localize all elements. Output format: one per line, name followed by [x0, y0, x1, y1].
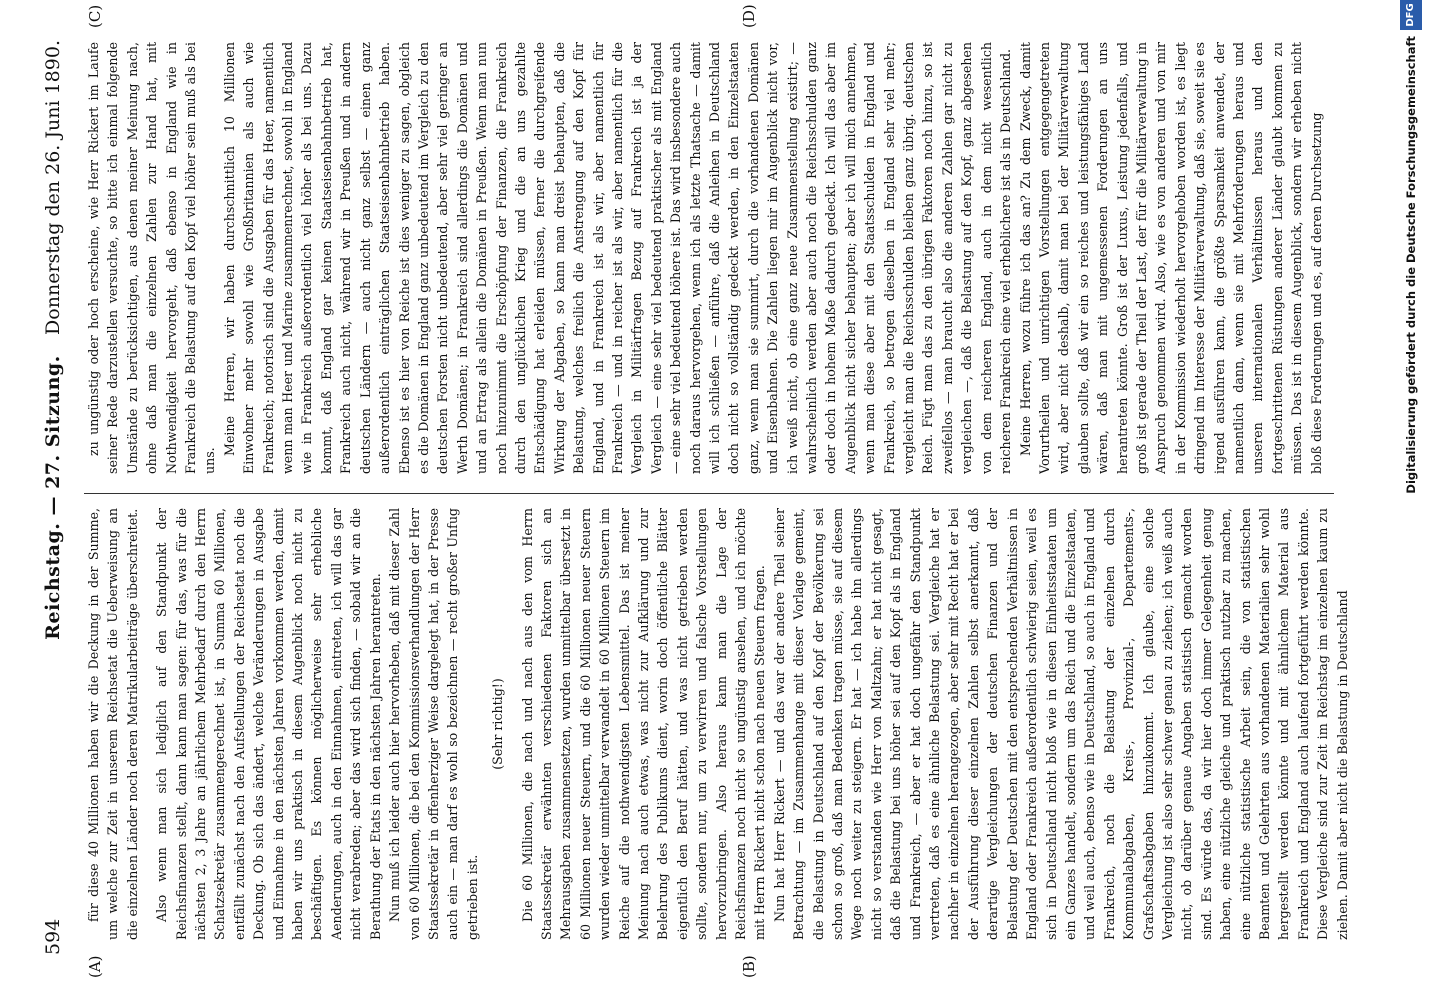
- running-title: Reichstag. — 27. Sitzung.: [42, 355, 64, 640]
- paragraph: Also wenn man sich lediglich auf den Standpunkt der Reichsfinanzen stellt, dann kann man sagen: für das, was für die nächsten 2, 3 Jahre an jährlichem Mehrbedarf durch den Herrn Schatzsekretär zusammengerechnet ist, in Summa 60 Millionen, entfällt zunächst nach den Aufstellungen der Reichsetat noch die Deckung. Ob sich das ändert, welche Veränderungen in Ausgabe und Einnahme in den nächsten Jahren vorkommen werden, damit haben wir uns praktisch in diesem Augenblick noch nicht zu beschäftigen. Es können möglicherweise sehr erhebliche Aenderungen, auch in den Einnahmen, eintreten, ich will das gar nicht verabreden; aber das wird sich finden, — sobald wir an die Berathung der Etats in den nächsten Jahren herantreten.: [154, 508, 383, 940]
- dfg-logo: DFG: [1400, 0, 1422, 30]
- interjection: (Sehr richtig!): [490, 678, 506, 770]
- paragraph: zu ungünstig oder hoch erscheine, wie Herr Rickert im Laufe seiner Rede darzustellen versuchte, so bitte ich einmal folgende Umstände zu berücksichtigen, aus denen meiner Meinung nach, ohne daß man die einzelnen Zahlen zur Hand hat, mit Nothwendigkeit hervorgeht, daß ebenso in England wie in Frankreich die Belastung auf den Kopf viel höher sein muß als bei uns.: [86, 42, 218, 474]
- paragraph: Nun hat Herr Rickert — und das war der andere Theil seiner Betrachtung — im Zusammenhange mit dieser Vorlage gemeint, die Belastung in Deutschland auf den Kopf der Bevölkerung sei schon so groß, daß man Bedenken tragen müsse, sie auf diesem Wege noch weiter zu steigern. Er hat — ich habe ihn allerdings nicht so verstanden wie Herr von Maltzahn; er hat nicht gesagt, daß die Belastung bei uns höher sei auf den Kopf als in England und Frankreich, — aber er hat doch ungefähr den Standpunkt vertreten, daß es eine ähnliche Belastung sei. Vergleiche hat er nachher in einzelnen herangezogen, aber sehr mit Recht hat er bei der Ausführung dieser einzelnen Zahlen selbst anerkannt, daß derartige Vergleichungen der deutschen Finanzen und der Belastung der Deutschen mit den entsprechenden Verhältnissen in England oder Frankreich außerordentlich schwierig seien, weil es sich in Deutschland nicht bloß wie in diesen Einheitsstaaten um ein Ganzes handelt, sondern um das Reich und die Einzelstaaten, und weil auch, ebenso wie in Deutschland, so auch in England und Frankreich, noch die Belastung der einzelnen durch Kommunalabgaben, Kreis-, Provinzial-, Departements-, Grafschaftsabgaben hinzukommt. Ich glaube, eine solche Vergleichung ist also sehr schwer genau zu ziehen; ich weiß auch nicht, ob darüber genaue Angaben statistisch gemacht worden sind. Es würde das, da wir hier doch immer Gelegenheit genug haben, eine nützliche gleiche und praktisch nutzbar zu machen, eine nützliche statistische Arbeit sein, die von statistischen Beamten und Gelehrten aus vorhandenen Materialien sehr wohl hergestellt werden könnte und mit ähnlichem Material aus Frankreich und England auch laufend fortgeführt werden könnte. Diese Vergleiche sind zur Zeit im Reichstag im einzelnen kaum zu ziehen. Damit aber nicht die Belastung in Deutschland: [771, 508, 1350, 940]
- session-date: Donnerstag den 26. Juni 1890.: [42, 40, 64, 335]
- right-column: [84, 42, 1374, 474]
- margin-marker-c: (C): [86, 4, 104, 28]
- left-column: [84, 508, 1374, 940]
- paragraph: Meine Herren, wozu führe ich das an? Zu dem Zweck, damit Vorurtheilen und unrichtigen Vorstellungen entgegengetreten wird, aber nicht deshalb, damit man bei der Militärverwaltung glauben sollte, daß wir ein so reiches und leistungsfähiges Land wären, daß man mit ungemessenen Forderungen an uns herantreten könnte. Groß ist der Luxus, Leistung jedenfalls, und groß ist gerade der Theil der Last, der für die Militärverwaltung in Anspruch genommen wird. Also, wie es von anderen und von mir in der Kommission wiederholt hervorgehoben worden ist, es liegt dringend im Interesse der Militärverwaltung, daß sie, soweit sie es irgend ausführen kann, die größte Sparsamkeit anwendet, der namentlich dann, wenn sie mit Mehrforderungen heraus und unseren internationalen Verhältnissen heraus und den fortgeschrittenen Rüstungen anderer Länder glaubt kommen zu müssen. Das ist in diesem Augenblick, sondern wir erheben nicht bloß diese Forderungen und es, auf deren Durchsetzung: [1017, 42, 1324, 474]
- paragraph: für diese 40 Millionen haben wir die Deckung in der Summe, um welche zur Zeit in unserem Reichsetat die Ueberweisung an die einzelnen Länder noch deren Matrikularbeiträge überschreitet.: [86, 508, 140, 940]
- margin-marker-b: (B): [740, 955, 758, 978]
- page-number: 594: [42, 918, 64, 955]
- column-divider: [84, 493, 1334, 494]
- paragraph: Nun muß ich leider auch hier hervorheben, daß mit dieser Zahl von 60 Millionen, die bei den Kommissionsverhandlungen der Herr Staatssekretär in offenherziger Weise dargelegt hat, in der Presse auch ein — man darf es wohl so bezeichnen — recht großer Unfug getrieben ist.: [387, 508, 480, 940]
- margin-marker-a: (A): [86, 955, 104, 978]
- digitization-credit: Digitalisierung gefördert durch die Deutsche Forschungsgemeinschaft: [1404, 36, 1418, 494]
- page-header: [42, 40, 68, 955]
- paragraph: Meine Herren, wir haben durchschnittlich 10 Millionen Einwohner mehr sowohl wie Großbritannien als auch wie Frankreich; notorisch sind die Ausgaben für das Heer, namentlich wenn man Heer und Marine zusammenrechnet, sowohl in England wie in Frankreich außerordentlich viel höher als bei uns. Dazu kommt, daß England gar keinen Staatseisenbahnbetrieb hat, Frankreich auch nicht, während wir in Preußen und in andern deutschen Ländern — auch nicht ganz selbst — einen ganz außerordentlich einträglichen Staatseisenbahnbetrieb haben. Ebenso ist es hier von Reiche ist dies weniger zu sagen, obgleich es die Domänen in England ganz unbedeutend im Vergleich zu den deutschen Forsten nicht unbedeutend, aber sehr viel geringer an Werth Domänen; in Frankreich sind allerdings die Domänen und und an Ertrag als allein die Domänen in Preußen. Wenn man nun noch hinzunimmt die Erschöpfung der Finanzen, die Frankreich durch den unglücklichen Krieg und die an uns gezahlte Entschädigung hat erleiden müssen, ferner die durchgreifende Wirkung der Abgaben, so kann man dreist behaupten, daß die Belastung, welches freilich die Anstrengung auf den Kopf für England, und in Frankreich ist als wir, aber namentlich für Frankreich — und in reicher ist als wir, aber namentlich für die Vergleich in Militärfragen Bezug auf Frankreich ist ja der Vergleich — eine sehr viel bedeutend praktischer als mit England — eine sehr viel bedeutend höhere ist. Das wird insbesondere auch noch daraus hervorgehen, wenn ich als letzte Thatsache — damit will ich schließen — anführe, daß die Anleihen in Deutschland doch nicht so vollständig gedeckt werden, in den Einzelstaaten ganz, wenn man sie summirt, durch die vorhandenen Domänen und Eisenbahnen. Die Zahlen liegen mir im Augenblick nicht vor, ich weiß nicht, ob eine ganz neue Zusammenstellung existirt; — wahrscheinlich werden aber auch noch die Reichsschulden ganz oder doch in hohem Maße dadurch gedeckt. Ich will das aber im Augenblick nicht sicher behaupten; aber ich will mich annehmen, wenn man diese aber mit den Staatsschulden in England und Frankreich, so betrogen dieselben in England sehr viel mehr; vergleicht man die Reichsschulden bleiben ganz übrig. deutschen Reich. Fügt man das zu den übrigen Faktoren noch hinzu, so ist zweifellos — man braucht also die anderen Zahlen gar nicht zu vergleichen —, daß die Belastung auf den Kopf, ganz abgesehen von dem reicheren England, auch in dem nicht wesentlich reicheren Frankreich eine viel erheblichere ist als in Deutschland.: [221, 42, 1014, 474]
- margin-marker-d: (D): [740, 4, 758, 28]
- paragraph: Die 60 Millionen, die nach und nach aus den vom Herrn Staatssekretär erwähnten verschiedenen Faktoren sich an Mehrausgaben zusammensetzen, wurden unmittelbar übersetzt in 60 Millionen neuer Steuern, und die 60 Millionen neuer Steuern wurden wieder unmittelbar verwandelt in 60 Millionen Steuern im Reiche auf die nothwendigsten Lebensmittel. Das ist meiner Meinung nach auch etwas, was nicht zur Aufklärung und zur Belehrung des Publikums dient, worin doch öffentliche Blätter eigentlich den Beruf hätten, und was nicht getrieben werden sollte, sondern nur, um zu verwirren und falsche Vorstellungen hervorzubringen. Also heraus kann man die Lage der Reichsfinanzen noch nicht so ungünstig ansehen, und ich möchte mit Herrn Rickert nicht schon nach neuen Steuern fragen.: [519, 508, 768, 940]
- page-footer: [1398, 0, 1430, 1000]
